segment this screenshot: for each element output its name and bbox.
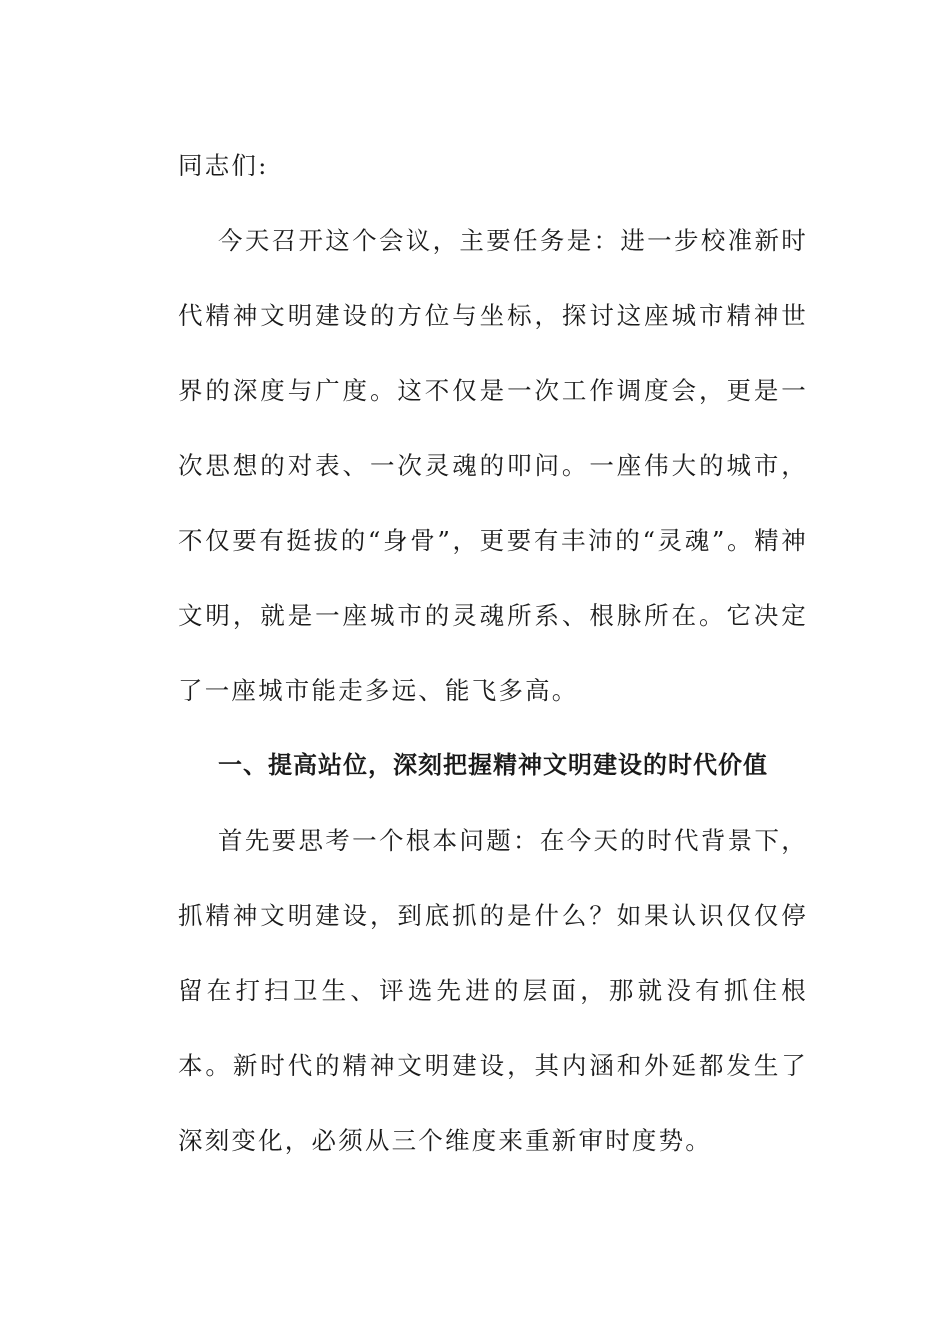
section-paragraph: 首先要思考一个根本问题：在今天的时代背景下，抓精神文明建设，到底抓的是什么？如果认识仅仅停留在打扫卫生、评选先进的层面，那就没有抓住根本。新时代的精神文明建设，其内涵和外延都发生了深刻变化，必须从三个维度来重新审时度势。 xyxy=(178,826,808,1155)
intro-paragraph: 今天召开这个会议，主要任务是：进一步校准新时代精神文明建设的方位与坐标，探讨这座城市精神世界的深度与广度。这不仅是一次工作调度会，更是一次思想的对表、一次灵魂的叩问。一座伟大的城市，不仅要有挺拔的“身骨”，更要有丰沛的“灵魂”。精神文明，就是一座城市的灵魂所系、根脉所在。它决定了一座城市能走多远、能飞多高。 xyxy=(178,226,808,705)
document-body xyxy=(178,128,808,1178)
section-heading: 一、提高站位，深刻把握精神文明建设的时代价值 xyxy=(218,751,768,779)
salutation: 同志们: xyxy=(178,151,269,180)
